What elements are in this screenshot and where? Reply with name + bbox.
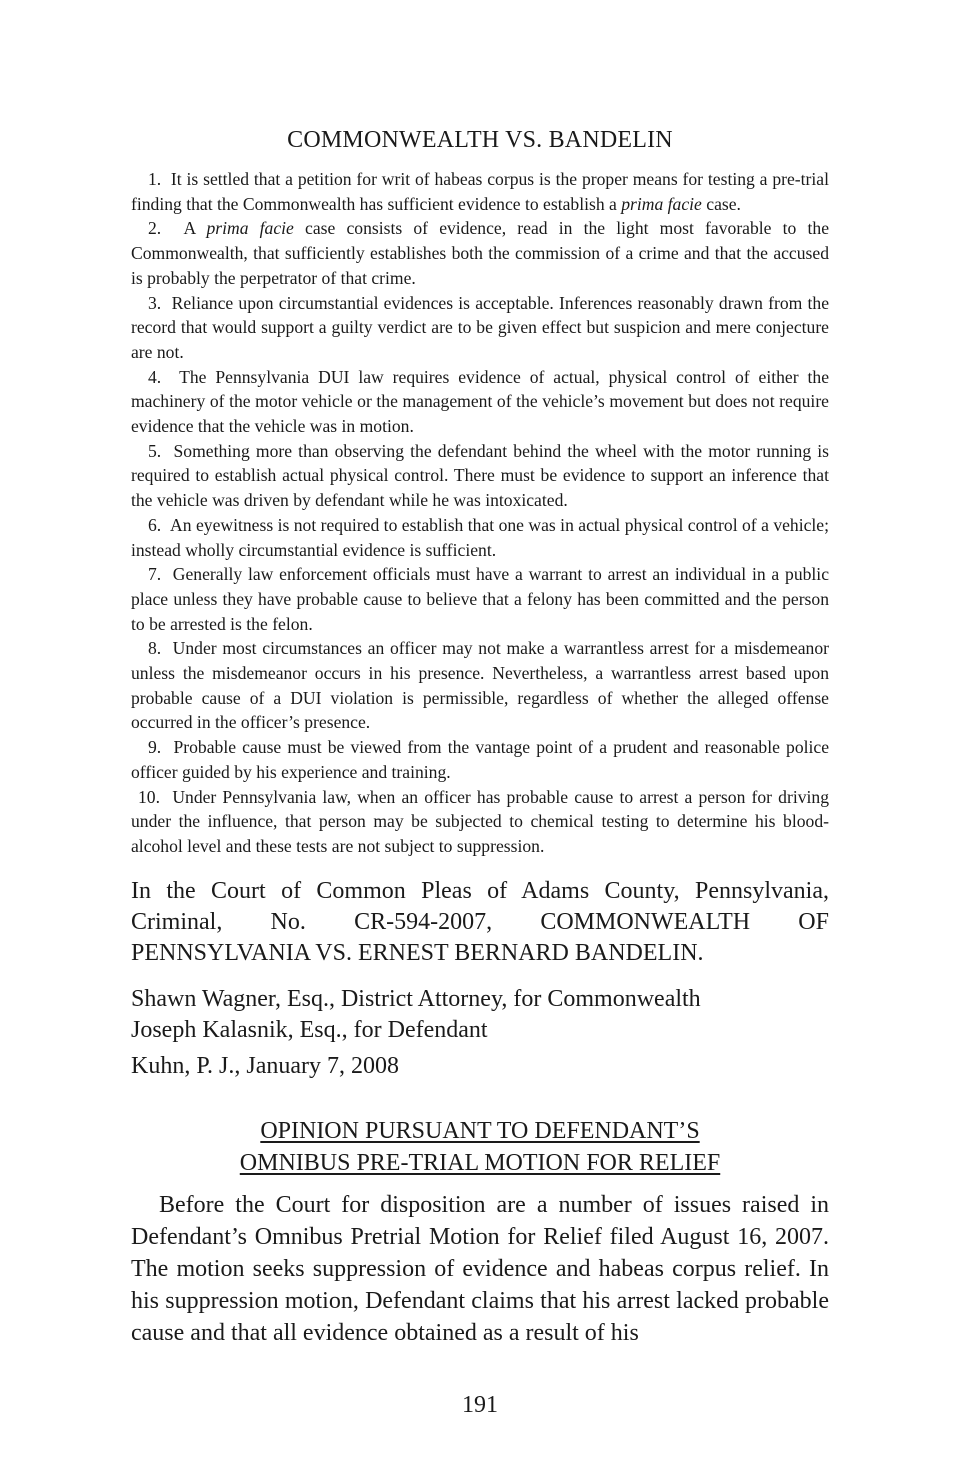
judge-date-line: Kuhn, P. J., January 7, 2008 — [131, 1052, 399, 1079]
headnote-text: An eyewitness is not required to establish that one was in actual physical control of a vehicle; instead wholly circumstantial evidence is sufficient. — [131, 514, 829, 560]
page-number: 191 — [462, 1392, 498, 1418]
headnote-text: case consists of evidence, read in the light most favorable to the Commonwealth, that sufficiently establishes both the commission of a crime and that the accused is probably the perpetrator of that crime. — [131, 218, 830, 288]
headnote-item — [131, 439, 829, 513]
headnote-number: 4. — [148, 366, 162, 387]
headnote-item — [131, 167, 829, 216]
headnote-text: Something more than observing the defendant behind the wheel with the motor running is required to establish actual physical control. There must be evidence to support an inference that the vehicle was driven by defendant while he was intoxicated. — [131, 440, 829, 511]
headnote-number: 7. — [148, 564, 162, 585]
headnote-item — [131, 636, 829, 735]
headnote-text: It is settled that a petition for writ of habeas corpus is the proper means for testing a pre-trial finding that the Commonwealth has sufficient evidence to establish a — [131, 169, 829, 214]
headnote-number: 8. — [148, 638, 162, 659]
headnote-text: Generally law enforcement officials must have a warrant to arrest an individual in a public place unless they have probable cause to believe that a felony has been committed and the person to be arrested is the felon. — [131, 564, 830, 634]
headnote-text: A — [183, 218, 207, 239]
headnote-item — [131, 365, 829, 439]
headnote-item — [131, 291, 829, 365]
headnote-item — [131, 562, 829, 636]
headnote-number: 2. — [148, 218, 162, 239]
headnote-text: case. — [701, 193, 741, 214]
headnote-number: 6. — [148, 514, 162, 535]
counsel-block — [131, 984, 829, 1046]
headnote-number: 10. — [138, 786, 160, 807]
headnote-italic-text: prima facie — [621, 193, 702, 214]
case-caption: In the Court of Common Pleas of Adams County, Pennsylvania, Criminal, No. CR-594-2007, COMMONWEALTH OF PENNSYLVANIA VS. ERNEST BERNARD BANDELIN. — [131, 877, 829, 966]
headnote-item — [131, 735, 829, 784]
opinion-title-line-2: OMNIBUS PRE-TRIAL MOTION FOR RELIEF — [239, 1149, 721, 1176]
headnote-item — [131, 216, 829, 290]
headnote-text: Under most circumstances an officer may not make a warrantless arrest for a misdemeanor unless the misdemeanor occurs in his presence. Nevertheless, a warrantless arrest based upon probable cause of a DUI violation is permissible, regardless of whether the alleged offense occurred in the officer’s presence. — [131, 638, 829, 733]
headnote-item — [131, 513, 829, 562]
opinion-title-line-1: OPINION PURSUANT TO DEFENDANT’S — [260, 1117, 700, 1144]
headnote-italic-text: prima facie — [206, 218, 294, 239]
headnote-number: 9. — [148, 737, 162, 758]
opinion-body-paragraph: Before the Court for disposition are a number of issues raised in Defendant’s Omnibus Pretrial Motion for Relief filed August 16, 2007. The motion seeks suppression of evidence and habeas corpus relief. In his suppression motion, Defendant claims that his arrest lacked probable cause and that all evidence obtained as a result of his — [131, 1191, 829, 1346]
headnote-item — [131, 785, 829, 859]
opinion-title — [131, 1115, 829, 1179]
headnotes-list — [131, 167, 829, 859]
headnote-text: The Pennsylvania DUI law requires evidence of actual, physical control of either the machinery of the motor vehicle or the management of the vehicle’s movement but does not require evidence that the vehicle was in motion. — [131, 366, 830, 437]
headnote-text: Probable cause must be viewed from the vantage point of a prudent and reasonable police officer guided by his experience and training. — [131, 737, 830, 782]
headnote-number: 3. — [148, 292, 162, 313]
headnote-text: Reliance upon circumstantial evidences is acceptable. Inferences reasonably drawn from the record that would support a guilty verdict are to be given effect but suspicion and mere conjecture are not. — [131, 292, 830, 362]
page-content — [131, 125, 829, 1349]
prosecution-counsel: Shawn Wagner, Esq., District Attorney, for Commonwealth — [131, 985, 701, 1012]
headnote-number: 1. — [148, 169, 162, 189]
headnote-number: 5. — [148, 440, 162, 461]
defense-counsel: Joseph Kalasnik, Esq., for Defendant — [131, 1016, 488, 1043]
headnote-text: Under Pennsylvania law, when an officer has probable cause to arrest a person for driving under the influence, that person may be subjected to chemical testing to determine his blood-alcohol level and these tests are not subject to suppression. — [131, 786, 830, 856]
running-head: COMMONWEALTH VS. BANDELIN — [287, 127, 673, 153]
